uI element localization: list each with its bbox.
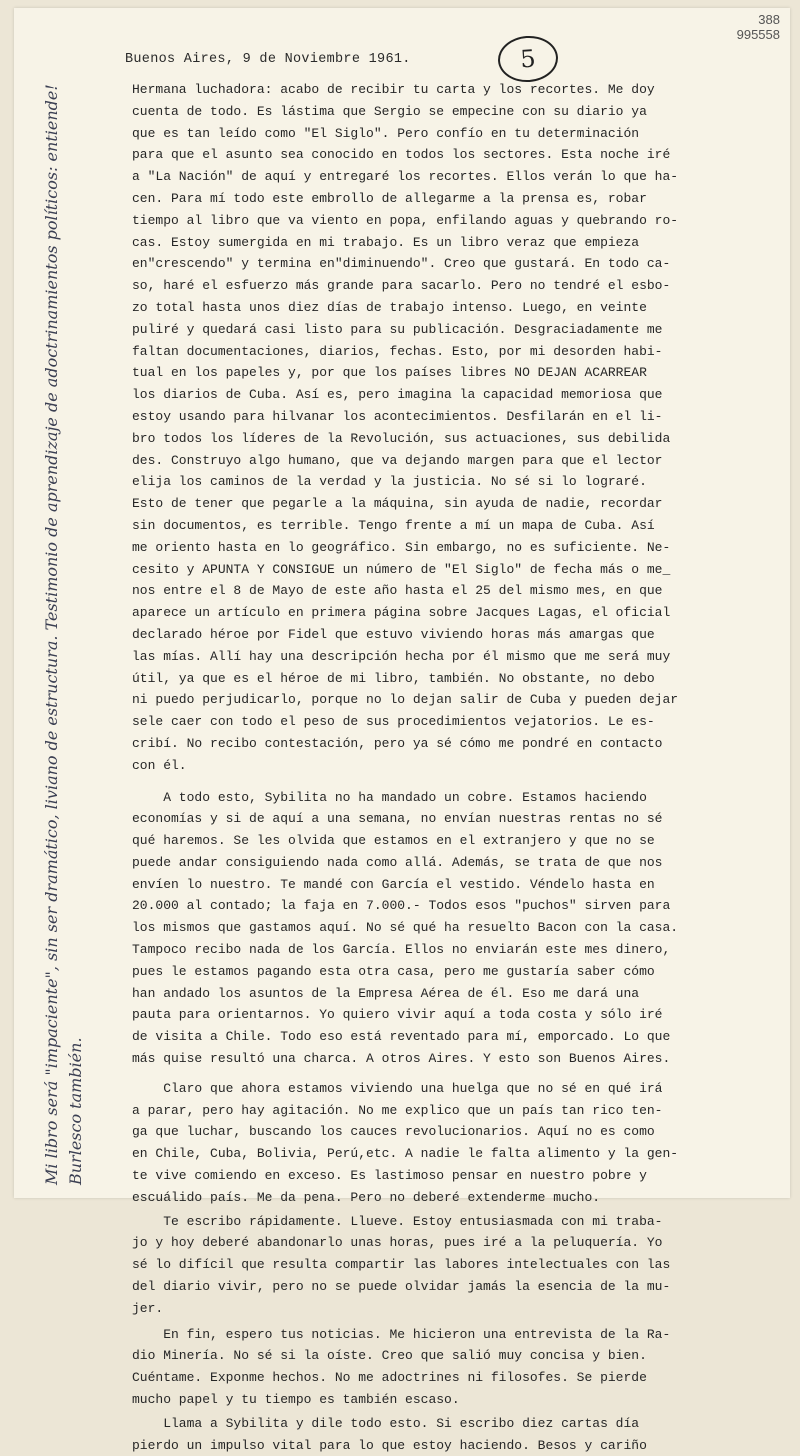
text-line: con él. bbox=[132, 757, 187, 773]
text-line: los diarios de Cuba. Así es, pero imagina la capacidad memoriosa que bbox=[132, 387, 663, 403]
text-line: las mías. Allí hay una descripción hecha por él mismo que me será muy bbox=[132, 648, 671, 664]
paragraph-5 bbox=[132, 1324, 782, 1411]
text-line: jer. bbox=[132, 1300, 164, 1316]
text-line: más quise resultó una charca. A otros Aires. Y esto son Buenos Aires. bbox=[132, 1051, 671, 1067]
text-line: los mismos que gastamos aquí. No sé qué ha resuelto Bacon con la casa. bbox=[132, 920, 679, 936]
text-line: a parar, pero hay agitación. No me explico que un país tan rico ten- bbox=[132, 1102, 663, 1118]
text-line: cuenta de todo. Es lástima que Sergio se empecine con su diario ya bbox=[132, 103, 647, 119]
text-line: de visita a Chile. Todo eso está reventado para mí, emporcado. Lo que bbox=[132, 1029, 671, 1045]
text-line: pues le estamos pagando esta otra casa, pero me gustaría saber cómo bbox=[132, 963, 655, 979]
paragraph-2 bbox=[132, 787, 782, 1070]
text-line: envíen lo nuestro. Te mandé con García el vestido. Véndelo hasta en bbox=[132, 876, 655, 892]
text-line: pierdo un impulso vital para lo que estoy haciendo. Besos y cariño bbox=[132, 1437, 647, 1453]
text-line: jo y hoy deberé abandonarlo unas horas, pues iré a la peluquería. Yo bbox=[132, 1235, 663, 1251]
folio-mark bbox=[496, 34, 559, 84]
text-line: en Chile, Cuba, Bolivia, Perú,etc. A nadie le falta alimento y la gen- bbox=[132, 1146, 679, 1162]
text-line: qué haremos. Se les olvida que estamos en el extranjero y que no se bbox=[132, 833, 655, 849]
paragraph-6 bbox=[132, 1413, 782, 1456]
text-line: so, haré el esfuerzo más grande para sacarlo. Pero no tendré el esbo- bbox=[132, 278, 671, 294]
text-line: tual en los papeles y, por que los países libres NO DEJAN ACARREAR bbox=[132, 365, 647, 381]
text-line: Hermana luchadora: acabo de recibir tu carta y los recortes. Me doy bbox=[132, 82, 655, 97]
text-line: declarado héroe por Fidel que estuvo viviendo horas más amargas que bbox=[132, 626, 655, 642]
text-line: En fin, espero tus noticias. Me hicieron una entrevista de la Ra- bbox=[132, 1326, 671, 1342]
text-line: cas. Estoy sumergida en mi trabajo. Es un libro veraz que empieza bbox=[132, 234, 640, 250]
text-line: aparece un artículo en primera página sobre Jacques Lagas, el oficial bbox=[132, 605, 671, 621]
text-line: sé lo difícil que resulta compartir las labores intelectuales con las bbox=[132, 1257, 671, 1273]
paragraph-1 bbox=[132, 79, 782, 777]
text-line: elija los caminos de la verdad y la justicia. No sé si lo lograré. bbox=[132, 474, 647, 490]
text-line: Esto de tener que pegarle a la máquina, sin ayuda de nadie, recordar bbox=[132, 496, 663, 512]
text-line: puede andar consiguiendo nada como allá. Además, se trata de que nos bbox=[132, 854, 663, 870]
archive-number: 388 995558 bbox=[736, 12, 780, 42]
paragraph-3 bbox=[132, 1078, 782, 1209]
text-line: puliré y quedará casi listo para su publicación. Desgraciadamente me bbox=[132, 321, 663, 337]
text-line: me oriento hasta en lo geográfico. Sin embargo, no es suficiente. Ne- bbox=[132, 539, 671, 555]
text-line: te vive comiendo en exceso. Es lastimoso pensar en nuestro pobre y bbox=[132, 1168, 647, 1184]
text-line: cribí. No recibo contestación, pero ya sé cómo me pondré en contacto bbox=[132, 735, 663, 751]
text-line: zo total hasta unos diez días de trabajo intenso. Luego, en veinte bbox=[132, 299, 647, 315]
text-line: faltan documentaciones, diarios, fechas. Esto, por mi desorden habi- bbox=[132, 343, 663, 359]
date-line: Buenos Aires, 9 de Noviembre 1961. bbox=[125, 52, 411, 67]
handwritten-margin-note: Mi libro será "impaciente", sin ser dramático, liviano de estructura. Testimonio de aprendizaje de adoctrinamientos políticos: entiende! Burlesco también. bbox=[42, 84, 85, 1185]
text-line: estoy usando para hilvanar los acontecimientos. Desfilarán en el li- bbox=[132, 408, 663, 424]
text-line: Llama a Sybilita y dile todo esto. Si escribo diez cartas día bbox=[132, 1415, 640, 1431]
text-line: mucho papel y tu tiempo es también escaso. bbox=[132, 1392, 460, 1408]
letter-body bbox=[132, 79, 782, 1456]
text-line: cen. Para mí todo este embrollo de allegarme a la prensa es, robar bbox=[132, 190, 647, 206]
paragraph-4 bbox=[132, 1211, 782, 1320]
text-line: sin documentos, es terrible. Tengo frente a mí un mapa de Cuba. Así bbox=[132, 517, 655, 533]
text-line: Cuéntame. Exponme hechos. No me adoctrines ni filosofes. Se pierde bbox=[132, 1370, 647, 1386]
text-line: ni puedo perjudicarlo, porque no lo dejan salir de Cuba y pueden dejar bbox=[132, 692, 679, 708]
text-line: Te escribo rápidamente. Llueve. Estoy entusiasmada con mi traba- bbox=[132, 1213, 663, 1229]
text-line: economías y si de aquí a una semana, no envían nuestras rentas no sé bbox=[132, 811, 663, 827]
text-line: han andado los asuntos de la Empresa Aérea de él. Eso me dará una bbox=[132, 985, 640, 1001]
text-line: pauta para orientarnos. Yo quiero vivir aquí a toda costa y sólo iré bbox=[132, 1007, 663, 1023]
text-line: Tampoco recibo nada de los García. Ellos no enviarán este mes dinero, bbox=[132, 942, 671, 958]
text-line: sele caer con todo el peso de sus procedimientos vejatorios. Le es- bbox=[132, 714, 655, 730]
text-line: útil, ya que es el héroe de mi libro, también. No obstante, no debo bbox=[132, 670, 655, 686]
text-line: dio Minería. No sé si la oíste. Creo que salió muy concisa y bien. bbox=[132, 1348, 647, 1364]
text-line: escuálido país. Me da pena. Pero no deberé extenderme mucho. bbox=[132, 1189, 601, 1205]
text-line: A todo esto, Sybilita no ha mandado un cobre. Estamos haciendo bbox=[132, 789, 647, 805]
text-line: nos entre el 8 de Mayo de este año hasta el 25 del mismo mes, en que bbox=[132, 583, 663, 599]
text-line: bro todos los líderes de la Revolución, sus actuaciones, sus debilida bbox=[132, 430, 671, 446]
text-line: des. Construyo algo humano, que va dejando margen para que el lector bbox=[132, 452, 663, 468]
folio-number: 5 bbox=[519, 44, 537, 74]
text-line: 20.000 al contado; la faja en 7.000.- Todos esos "puchos" sirven para bbox=[132, 898, 671, 914]
text-line: en"crescendo" y termina en"diminuendo". Creo que gustará. En todo ca- bbox=[132, 256, 671, 272]
text-line: cesito y APUNTA Y CONSIGUE un número de "El Siglo" de fecha más o me_ bbox=[132, 561, 671, 577]
text-line: que es tan leído como "El Siglo". Pero confío en tu determinación bbox=[132, 125, 640, 141]
text-line: del diario vivir, pero no se puede olvidar jamás la esencia de la mu- bbox=[132, 1279, 671, 1295]
text-line: tiempo al libro que va viento en popa, enfilando aguas y quebrando ro- bbox=[132, 212, 679, 228]
text-line: ga que luchar, buscando los cauces revolucionarios. Aquí no es como bbox=[132, 1124, 655, 1140]
text-line: Claro que ahora estamos viviendo una huelga que no sé en qué irá bbox=[132, 1080, 663, 1096]
text-line: para que el asunto sea conocido en todos los sectores. Esta noche iré bbox=[132, 147, 671, 163]
text-line: a "La Nación" de aquí y entregaré los recortes. Ellos verán lo que ha- bbox=[132, 169, 679, 185]
